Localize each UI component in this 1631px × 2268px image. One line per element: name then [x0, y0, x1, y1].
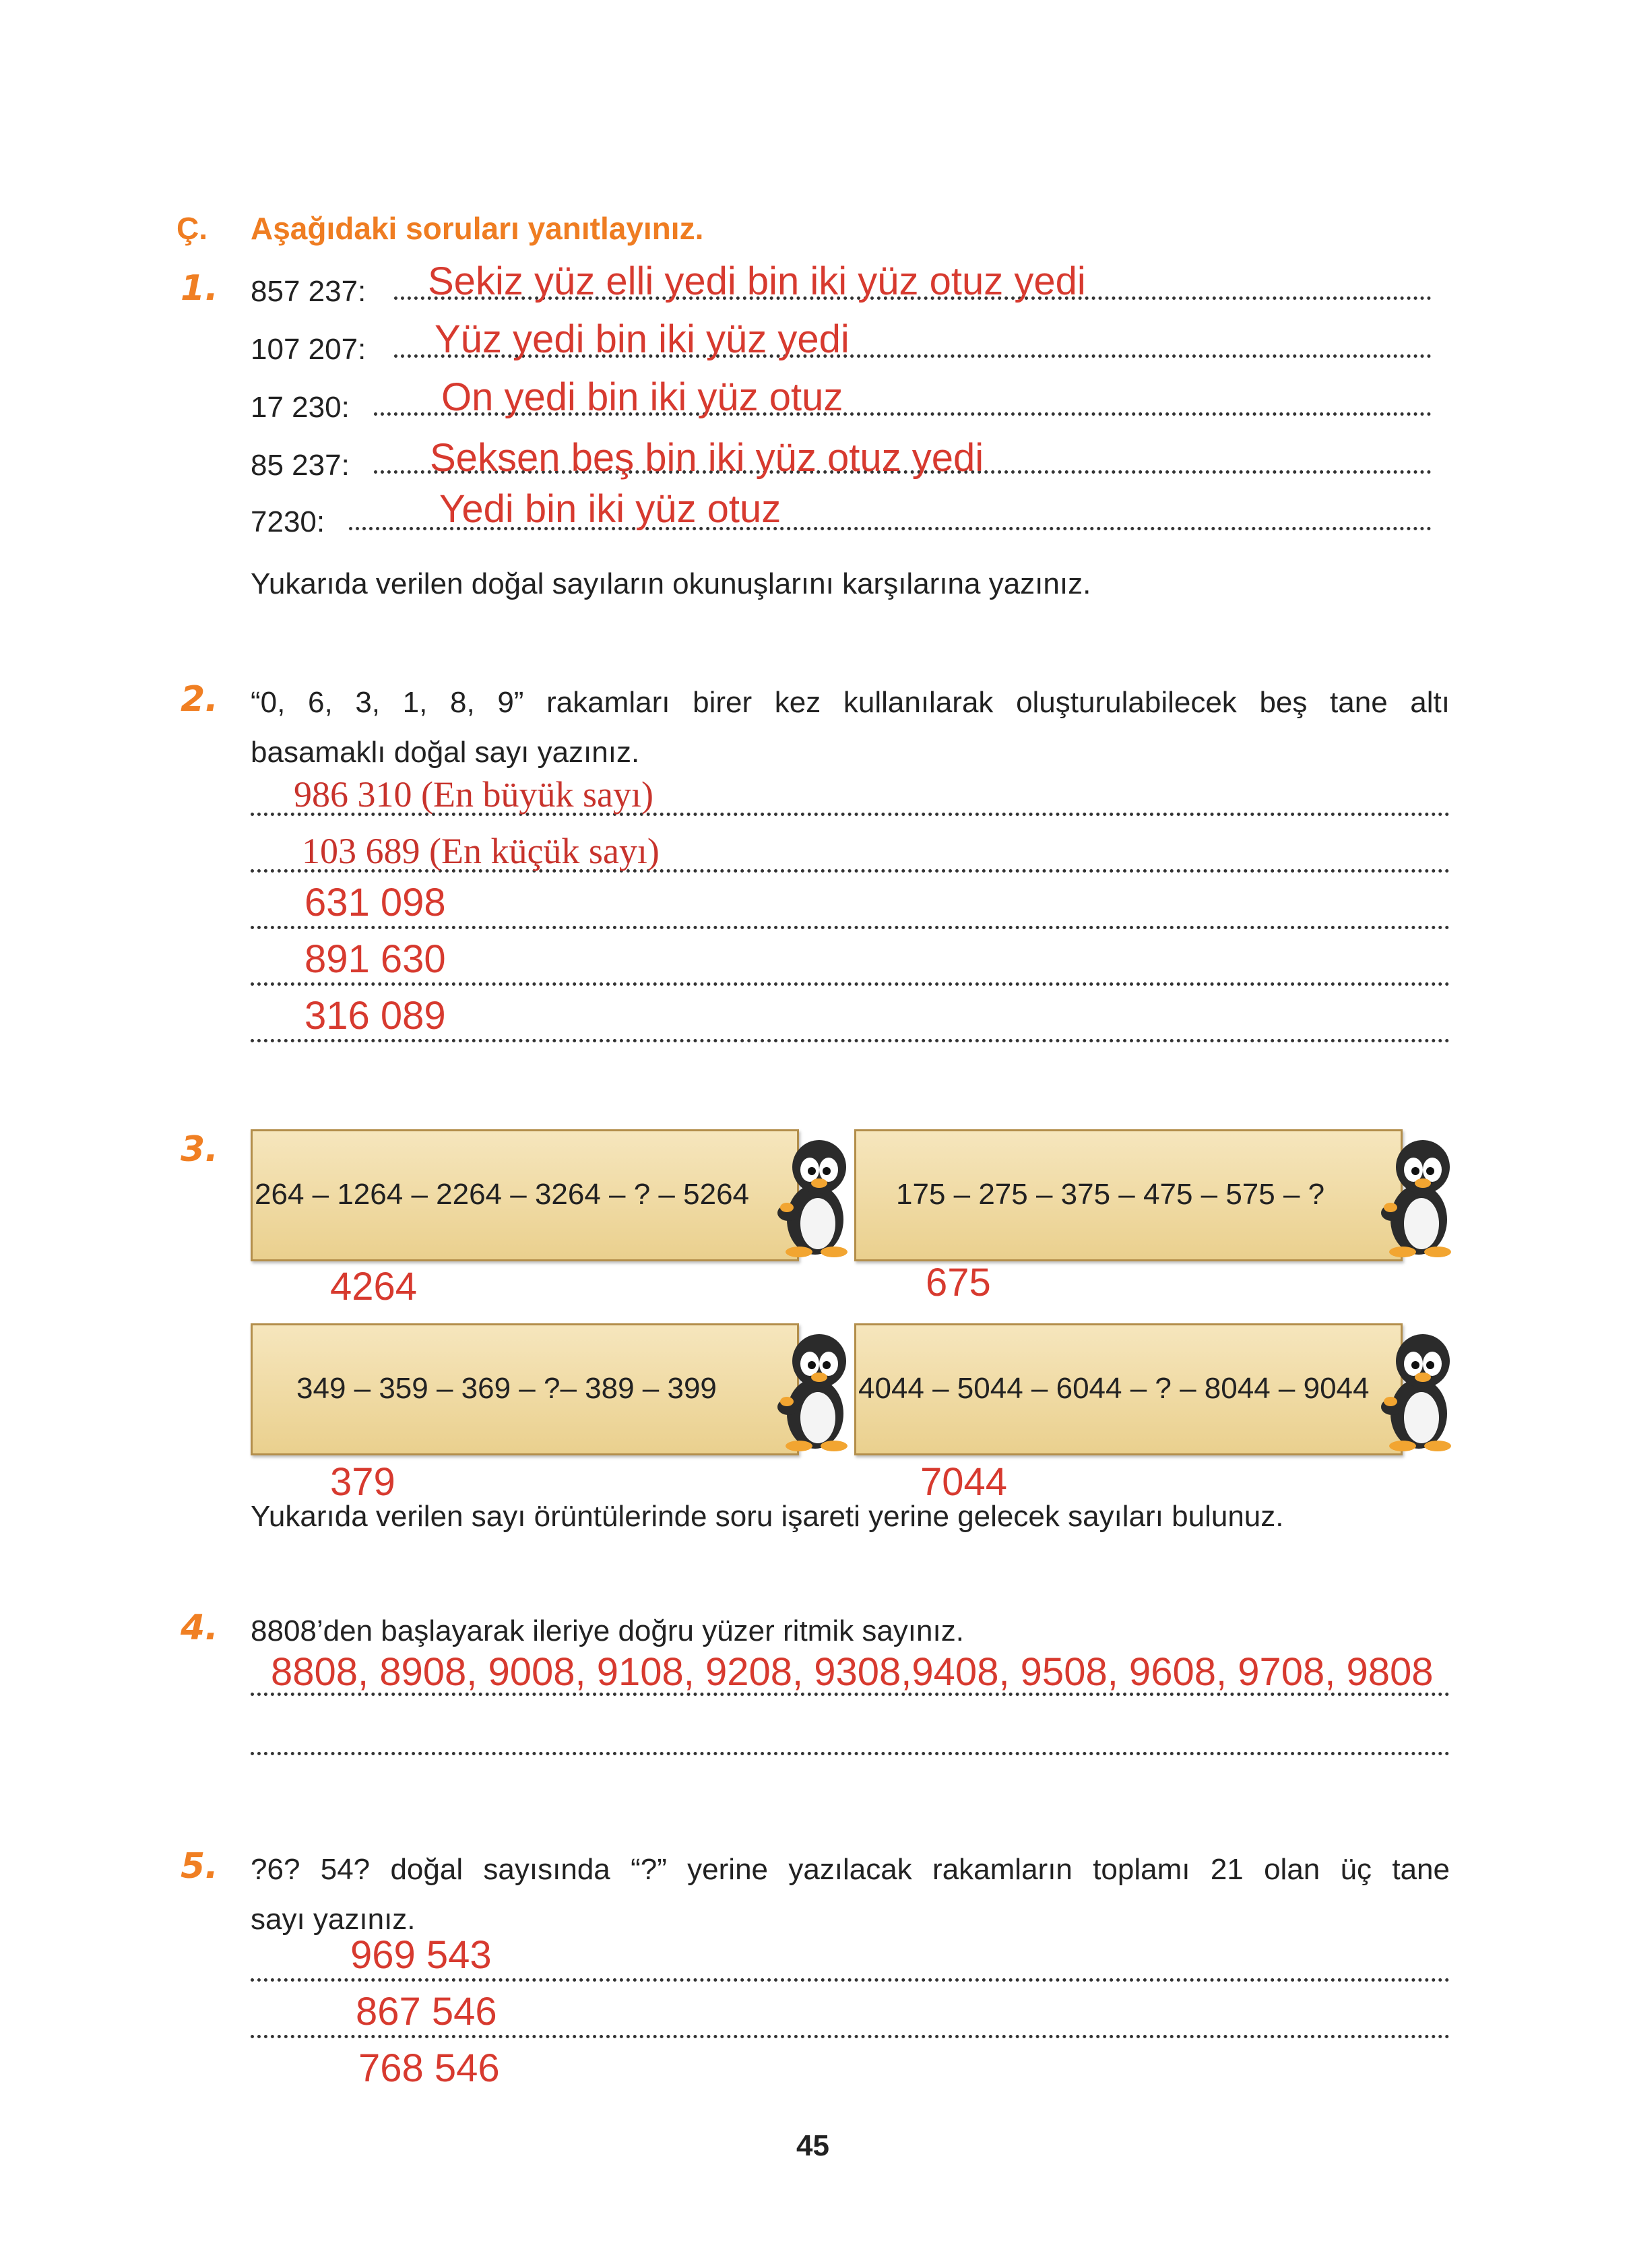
question-number-5: 5.	[181, 1846, 218, 1887]
q3-answer-4: 7044	[920, 1460, 1008, 1504]
section-letter: Ç.	[177, 211, 207, 246]
question-number-3: 3.	[181, 1129, 218, 1170]
q1-answer-5: Yedi bin iki yüz otuz	[439, 487, 781, 531]
q1-label-4: 85 237:	[251, 449, 350, 482]
q5-answer-1: 969 543	[350, 1933, 492, 1977]
q2-answer-5: 316 089	[305, 994, 446, 1038]
q1-answer-1: Sekiz yüz elli yedi bin iki yüz otuz yedi	[428, 259, 1086, 303]
q3-answer-1: 4264	[330, 1265, 418, 1309]
q2-answer-1: 986 310 (En büyük sayı)	[294, 774, 653, 815]
q2-text-line2: basamaklı doğal sayı yazınız.	[251, 736, 640, 769]
q1-instruction: Yukarıda verilen doğal sayıların okunuşlarını karşılarına yazınız.	[251, 567, 1091, 600]
pattern-text-4: 4044 – 5044 – 6044 – ? – 8044 – 9044	[858, 1372, 1370, 1405]
q5-text-line2: sayı yazınız.	[251, 1903, 416, 1936]
penguin-illustration	[775, 1132, 862, 1260]
answer-line	[251, 926, 1450, 929]
pattern-text-1: 264 – 1264 – 2264 – 3264 – ? – 5264	[255, 1178, 750, 1211]
page-number: 45	[796, 2129, 829, 2162]
penguin-illustration	[1378, 1132, 1466, 1260]
pattern-text-2: 175 – 275 – 375 – 475 – 575 – ?	[896, 1178, 1325, 1211]
section-title: Aşağıdaki soruları yanıtlayınız.	[251, 211, 704, 246]
answer-line	[251, 1039, 1450, 1042]
question-number-1: 1.	[181, 268, 218, 309]
q3-instruction: Yukarıda verilen sayı örüntülerinde soru işareti yerine gelecek sayıları bulunuz.	[251, 1500, 1284, 1533]
q1-label-2: 107 207:	[251, 333, 366, 366]
question-number-4: 4.	[181, 1608, 218, 1648]
answer-line	[251, 2035, 1450, 2038]
q4-answer: 8808, 8908, 9008, 9108, 9208, 9308,9408, 9508, 9608, 9708, 9808	[271, 1650, 1434, 1694]
q2-text-line1: “0, 6, 3, 1, 8, 9” rakamları birer kez kullanılarak oluşturulabilecek beş tane altı	[251, 686, 1450, 719]
q1-answer-3: On yedi bin iki yüz otuz	[441, 375, 843, 419]
penguin-illustration	[1378, 1326, 1466, 1454]
q5-answer-3: 768 546	[358, 2046, 500, 2090]
q1-label-3: 17 230:	[251, 391, 350, 424]
q5-text-line1: ?6? 54? doğal sayısında “?” yerine yazılacak rakamların toplamı 21 olan üç tane	[251, 1853, 1450, 1886]
pattern-text-3: 349 – 359 – 369 – ?– 389 – 399	[296, 1372, 717, 1405]
answer-line	[251, 1752, 1450, 1755]
q5-answer-2: 867 546	[356, 1990, 497, 2034]
q3-answer-2: 675	[926, 1261, 991, 1304]
q1-answer-2: Yüz yedi bin iki yüz yedi	[435, 317, 850, 361]
q1-label-5: 7230:	[251, 505, 325, 538]
question-number-2: 2.	[181, 679, 218, 720]
q2-answer-4: 891 630	[305, 937, 446, 981]
q1-label-1: 857 237:	[251, 275, 366, 308]
q2-answer-3: 631 098	[305, 881, 446, 924]
q1-answer-4: Seksen beş bin iki yüz otuz yedi	[430, 436, 984, 480]
answer-line	[251, 1978, 1450, 1982]
q4-text: 8808’den başlayarak ileriye doğru yüzer ritmik sayınız.	[251, 1614, 964, 1647]
penguin-illustration	[775, 1326, 862, 1454]
q3-answer-3: 379	[330, 1460, 395, 1504]
answer-line	[251, 982, 1450, 986]
q2-answer-2: 103 689 (En küçük sayı)	[302, 831, 660, 871]
